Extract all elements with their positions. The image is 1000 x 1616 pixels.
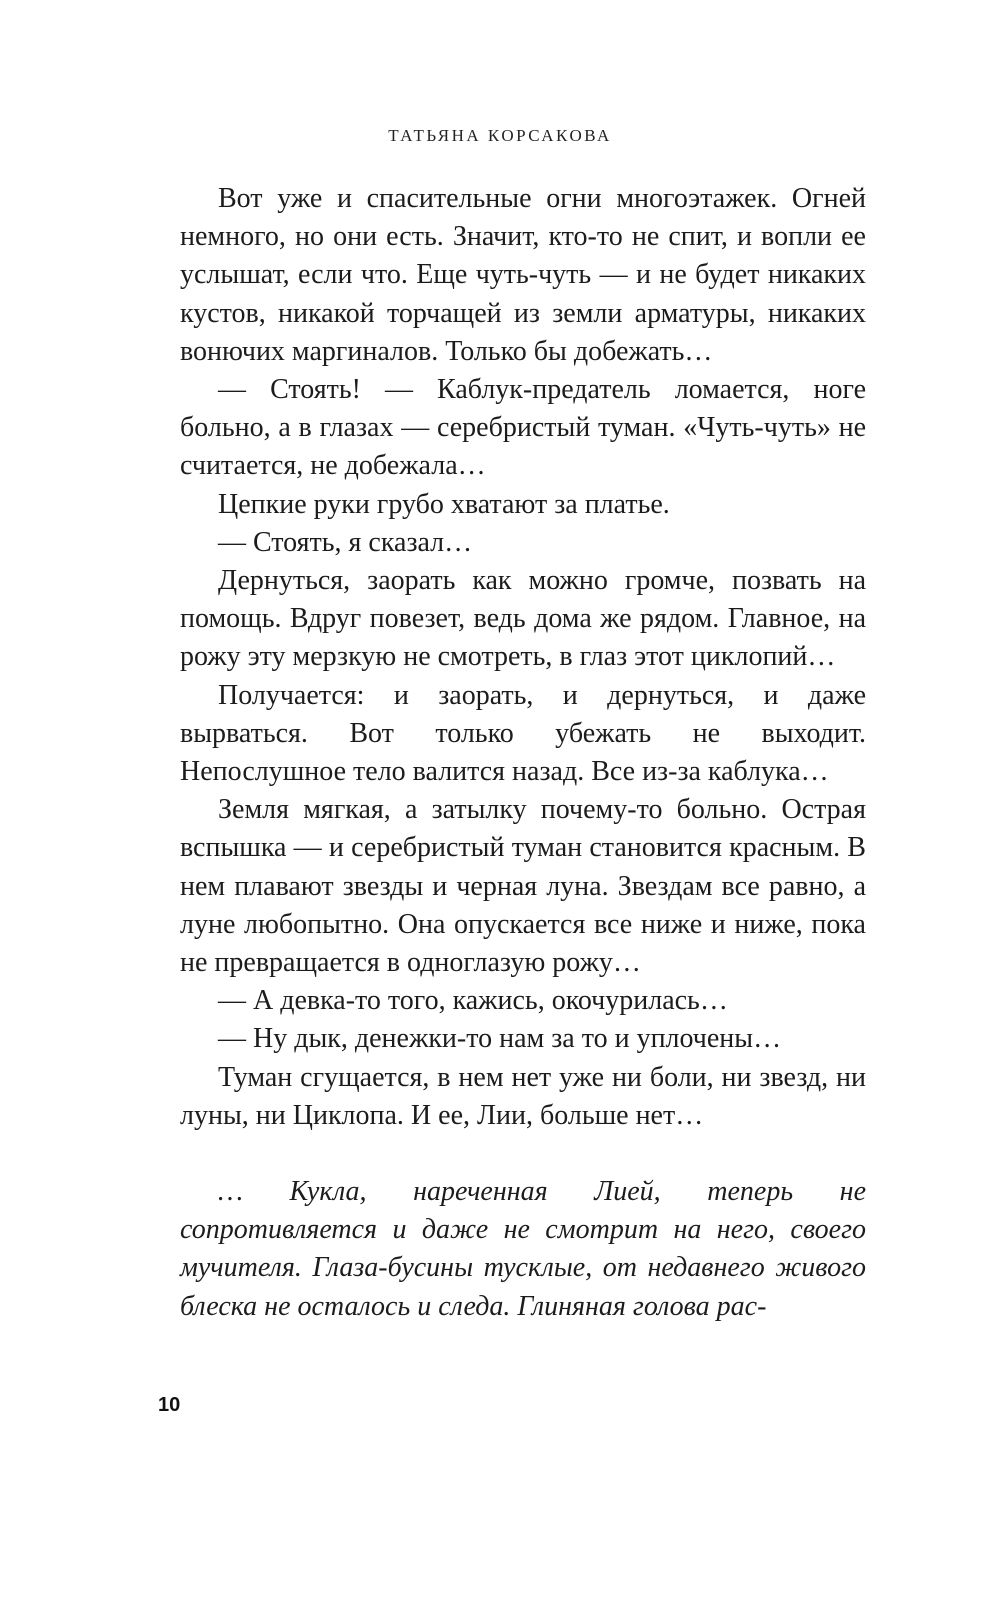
paragraph: Дернуться, заорать как можно громче, позвать на помощь. Вдруг повезет, ведь дома же рядом. Главное, на рожу эту мерзкую не смотреть, в глаз этот циклопий… (180, 565, 866, 673)
body-text (180, 180, 866, 1326)
paragraph: Вот уже и спасительные огни многоэтажек. Огней немного, но они есть. Значит, кто-то не спит, и вопли ее услышат, если что. Еще чуть-чуть — и не будет никаких кустов, никакой торчащей из земли арматуры, никаких вонючих маргиналов. Только бы добежать… (180, 183, 866, 367)
paragraph: Цепкие руки грубо хватают за платье. (218, 488, 670, 520)
italic-paragraph: … Кукла, нареченная Лией, теперь не сопротивляется и даже не смотрит на него, своего мучителя. Глаза-бусины тусклые, от недавнего живого блеска не осталось и следа. Глиняная голова рас- (180, 1176, 866, 1322)
paragraph: — Ну дык, денежки-то нам за то и уплочены… (218, 1023, 782, 1055)
running-head: ТАТЬЯНА КОРСАКОВА (388, 126, 612, 145)
paragraph: — А девка-то того, кажись, окочурилась… (218, 985, 728, 1017)
paragraph: Туман сгущается, в нем нет уже ни боли, ни звезд, ни луны, ни Циклопа. И ее, Лии, больше нет… (180, 1061, 866, 1131)
page-number: 10 (158, 1394, 181, 1416)
italic-section (180, 1173, 866, 1326)
paragraph: — Стоять, я сказал… (218, 526, 473, 558)
section-break (180, 1135, 866, 1173)
paragraph: Получается: и заорать, и дернуться, и даже вырваться. Вот только убежать не выходит. Непослушное тело валится назад. Все из-за каблука… (180, 679, 866, 788)
paragraph: — Стоять! — Каблук-предатель ломается, ноге больно, а в глазах — серебристый туман. «Чуть-чуть» не считается, не добежала… (180, 374, 866, 482)
paragraph: Земля мягкая, а затылку почему-то больно. Острая вспышка — и серебристый туман становится красным. В нем плавают звезды и черная луна. Звездам все равно, а луне любопытно. Она опускается все ниже и ниже, пока не превращается в одноглазую рожу… (180, 794, 866, 979)
